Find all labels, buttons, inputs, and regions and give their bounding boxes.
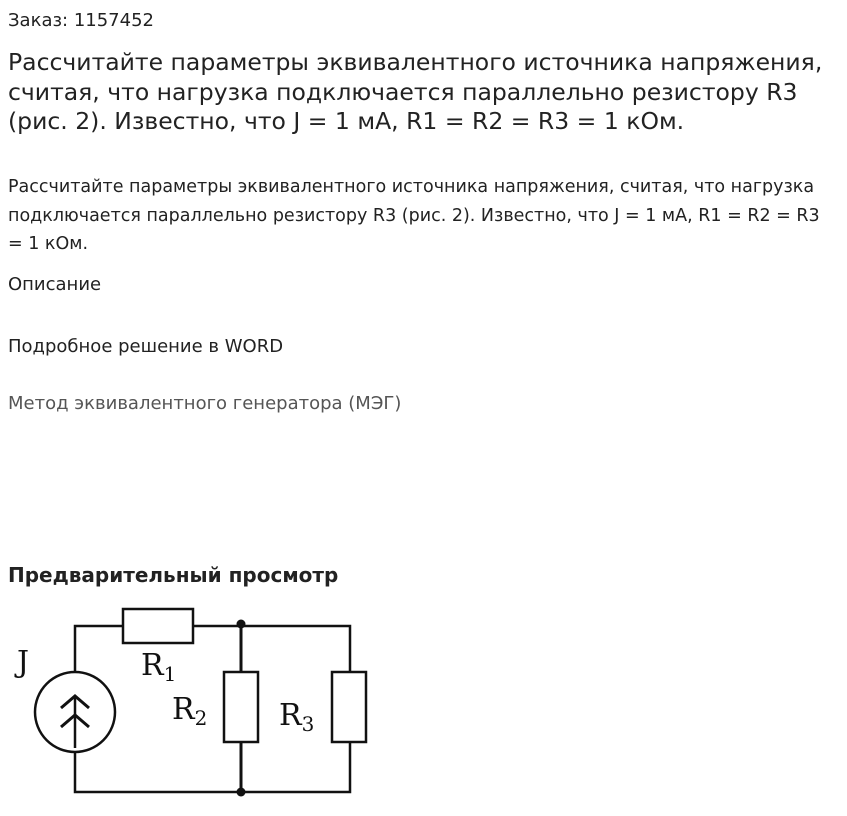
resistor-r3: [332, 672, 366, 742]
description-heading: Описание: [8, 274, 102, 295]
task-description: Рассчитайте параметры эквивалентного источника напряжения, считая, что нагрузка подключается параллельно резистору R3 (рис. 2). Известно, что J = 1 мА, R1 = R2 = R3 = 1 кОм.: [8, 177, 820, 254]
method-link[interactable]: Метод эквивалентного генератора (МЭГ): [8, 393, 402, 414]
r2-label: [172, 692, 207, 730]
r3-label: [279, 698, 314, 736]
solution-format-text: Подробное решение в WORD: [8, 336, 284, 357]
resistor-r1: [123, 609, 193, 643]
r1-subscript: 1: [163, 662, 177, 686]
r2-subscript: 2: [194, 706, 208, 730]
circuit-wires: [75, 626, 350, 792]
circuit-diagram: [0, 596, 380, 806]
r1-label: [141, 648, 176, 686]
r1-letter: R: [141, 648, 164, 683]
preview-heading: Предварительный просмотр: [8, 563, 339, 587]
r3-letter: R: [279, 698, 302, 733]
source-label: J: [17, 645, 30, 680]
resistor-r2: [224, 672, 258, 742]
r3-subscript: 3: [301, 712, 315, 736]
r2-letter: R: [172, 692, 195, 727]
order-number: Заказ: 1157452: [8, 10, 154, 31]
junction-bottom: [237, 788, 246, 797]
current-source-symbol: [35, 672, 115, 752]
page-title: Рассчитайте параметры эквивалентного источника напряжения, считая, что нагрузка подключается параллельно резистору R3 (рис. 2). Известно, что J = 1 мА, R1 = R2 = R3 = 1 кОм.: [8, 48, 823, 135]
junction-top: [237, 620, 246, 629]
